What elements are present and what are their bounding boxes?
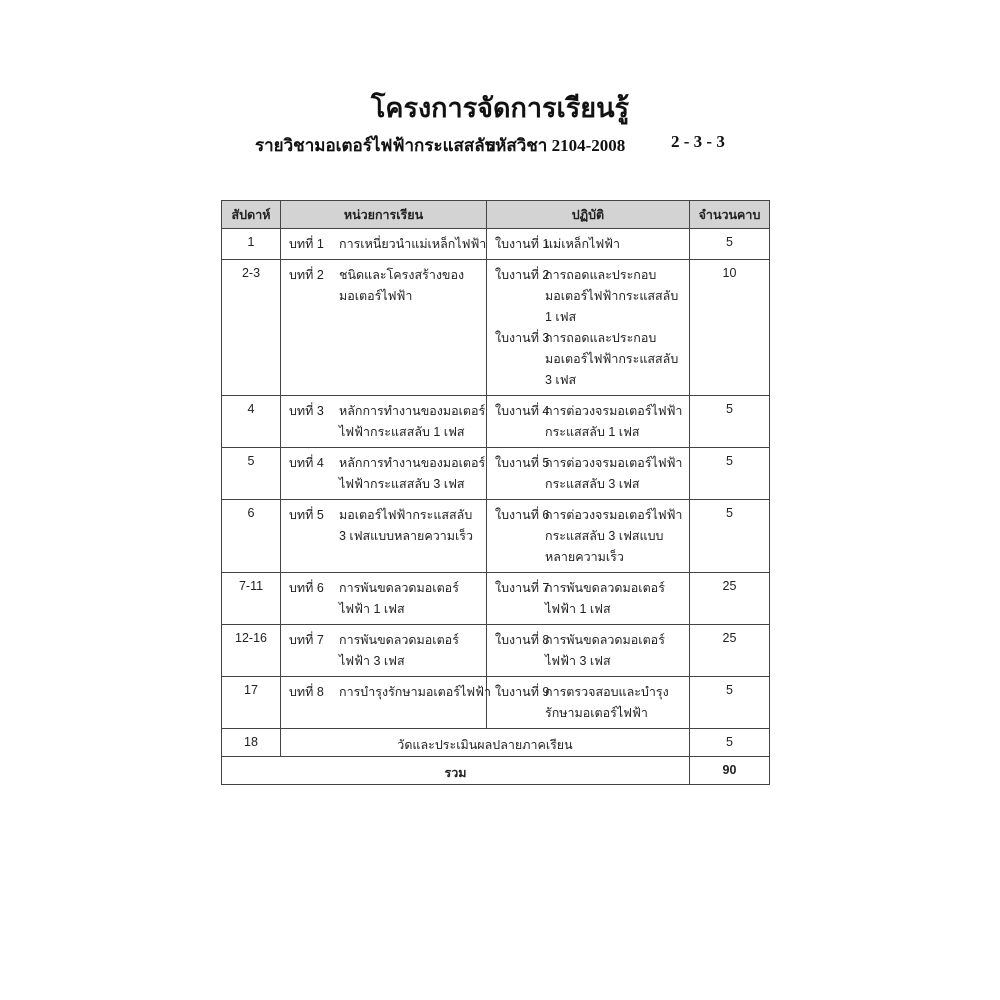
unit-line bbox=[289, 526, 478, 547]
practice-line bbox=[495, 422, 681, 443]
hours-cell: 5 bbox=[690, 729, 770, 757]
practice-text: ไฟฟ้า 3 เฟส bbox=[545, 654, 611, 668]
worksheet-label: ใบงานที่ 4 bbox=[495, 404, 550, 418]
worksheet-label bbox=[495, 370, 545, 391]
practice-cell bbox=[487, 396, 690, 448]
practice-line bbox=[495, 547, 681, 568]
week-cell: 5 bbox=[222, 448, 281, 500]
unit-text: 3 เฟสแบบหลายความเร็ว bbox=[339, 529, 473, 543]
week-cell: 12-16 bbox=[222, 625, 281, 677]
week-cell: 6 bbox=[222, 500, 281, 573]
practice-text: การต่อวงจรมอเตอร์ไฟฟ้า bbox=[545, 404, 683, 418]
week-cell: 18 bbox=[222, 729, 281, 757]
practice-line bbox=[495, 286, 681, 307]
unit-text: หลักการทำงานของมอเตอร์ bbox=[339, 404, 486, 418]
week-cell: 2-3 bbox=[222, 260, 281, 396]
unit-cell bbox=[281, 229, 487, 260]
unit-text: การบำรุงรักษามอเตอร์ไฟฟ้า bbox=[339, 685, 491, 699]
hours-cell: 5 bbox=[690, 396, 770, 448]
worksheet-label bbox=[495, 547, 545, 568]
practice-line bbox=[495, 703, 681, 724]
practice-line bbox=[495, 651, 681, 672]
total-row bbox=[222, 757, 770, 785]
worksheet-label bbox=[495, 651, 545, 672]
unit-line bbox=[289, 401, 486, 422]
table-row bbox=[222, 396, 770, 448]
subject-name: รายวิชามอเตอร์ไฟฟ้ากระแสสลับ bbox=[255, 136, 496, 155]
unit-label: บทที่ 6 bbox=[289, 581, 324, 595]
unit-cell bbox=[281, 500, 487, 573]
unit-label bbox=[289, 526, 339, 547]
header-hours: จำนวนคาบ bbox=[690, 201, 770, 229]
worksheet-label: ใบงานที่ 8 bbox=[495, 633, 550, 647]
page-title: โครงการจัดการเรียนรู้ bbox=[370, 93, 630, 123]
practice-cell bbox=[487, 260, 690, 396]
unit-label bbox=[289, 599, 339, 620]
unit-text: ไฟฟ้ากระแสสลับ 3 เฟส bbox=[339, 477, 465, 491]
worksheet-label: ใบงานที่ 1 bbox=[495, 237, 550, 251]
practice-cell bbox=[487, 625, 690, 677]
unit-label bbox=[289, 286, 339, 307]
unit-line bbox=[289, 578, 478, 599]
unit-text: หลักการทำงานของมอเตอร์ bbox=[339, 456, 486, 470]
unit-cell bbox=[281, 448, 487, 500]
unit-line bbox=[289, 682, 491, 703]
unit-cell bbox=[281, 677, 491, 729]
total-hours: 90 bbox=[690, 757, 770, 785]
unit-label: บทที่ 5 bbox=[289, 508, 324, 522]
unit-line bbox=[289, 265, 478, 286]
unit-line bbox=[289, 474, 478, 495]
practice-line bbox=[495, 526, 681, 547]
unit-label: บทที่ 4 bbox=[289, 456, 324, 470]
hours-cell: 5 bbox=[690, 677, 770, 729]
unit-label bbox=[289, 474, 339, 495]
practice-cell bbox=[487, 448, 690, 500]
practice-text: การตรวจสอบและบำรุง bbox=[545, 685, 669, 699]
total-label: รวม bbox=[222, 757, 690, 785]
practice-line bbox=[495, 349, 681, 370]
worksheet-label: ใบงานที่ 7 bbox=[495, 581, 550, 595]
practice-line bbox=[495, 370, 681, 391]
unit-label: บทที่ 1 bbox=[289, 237, 324, 251]
week-cell: 17 bbox=[222, 677, 281, 729]
unit-text: มอเตอร์ไฟฟ้ากระแสสลับ bbox=[339, 508, 473, 522]
practice-text: การต่อวงจรมอเตอร์ไฟฟ้า bbox=[545, 456, 683, 470]
unit-line bbox=[289, 422, 478, 443]
worksheet-label: ใบงานที่ 9 bbox=[495, 685, 550, 699]
worksheet-label: ใบงานที่ 3 bbox=[495, 331, 550, 345]
unit-line bbox=[289, 234, 487, 255]
unit-label: บทที่ 7 bbox=[289, 633, 324, 647]
hours-cell: 10 bbox=[690, 260, 770, 396]
learning-plan-table bbox=[221, 200, 770, 785]
practice-text: กระแสสลับ 1 เฟส bbox=[545, 425, 640, 439]
unit-cell bbox=[281, 260, 487, 396]
worksheet-label: ใบงานที่ 5 bbox=[495, 456, 550, 470]
practice-text: การพันขดลวดมอเตอร์ bbox=[545, 581, 665, 595]
unit-text: การเหนี่ยวนำแม่เหล็กไฟฟ้า bbox=[339, 237, 487, 251]
practice-text: 1 เฟส bbox=[545, 310, 577, 324]
worksheet-label bbox=[495, 703, 545, 724]
unit-cell bbox=[281, 396, 487, 448]
worksheet-label bbox=[495, 307, 545, 328]
practice-line bbox=[495, 401, 681, 422]
unit-cell bbox=[281, 625, 487, 677]
unit-cell bbox=[281, 573, 487, 625]
unit-label: บทที่ 3 bbox=[289, 404, 324, 418]
week-cell: 4 bbox=[222, 396, 281, 448]
unit-text: ไฟฟ้ากระแสสลับ 1 เฟส bbox=[339, 425, 465, 439]
unit-line bbox=[289, 286, 478, 307]
practice-cell bbox=[487, 677, 690, 729]
unit-line bbox=[289, 630, 478, 651]
unit-text: การพันขดลวดมอเตอร์ bbox=[339, 633, 459, 647]
unit-text: การพันขดลวดมอเตอร์ bbox=[339, 581, 459, 595]
unit-label bbox=[289, 651, 339, 672]
practice-text: หลายความเร็ว bbox=[545, 550, 624, 564]
hours-cell: 25 bbox=[690, 573, 770, 625]
unit-label bbox=[289, 422, 339, 443]
week-cell: 1 bbox=[222, 229, 281, 260]
practice-line bbox=[495, 505, 681, 526]
practice-text: มอเตอร์ไฟฟ้ากระแสสลับ bbox=[545, 352, 679, 366]
table-row bbox=[222, 260, 770, 396]
hours-cell: 5 bbox=[690, 229, 770, 260]
practice-text: กระแสสลับ 3 เฟสแบบ bbox=[545, 529, 664, 543]
worksheet-label bbox=[495, 286, 545, 307]
practice-line bbox=[495, 234, 681, 255]
practice-line bbox=[495, 578, 681, 599]
subject-code: รหัสวิชา 2104-2008 bbox=[486, 136, 626, 155]
practice-line bbox=[495, 307, 681, 328]
practice-cell bbox=[487, 229, 690, 260]
header-unit: หน่วยการเรียน bbox=[281, 201, 487, 229]
practice-cell bbox=[487, 500, 690, 573]
practice-text: ไฟฟ้า 1 เฟส bbox=[545, 602, 611, 616]
unit-text: ไฟฟ้า 1 เฟส bbox=[339, 602, 405, 616]
worksheet-label bbox=[495, 599, 545, 620]
practice-line bbox=[495, 474, 681, 495]
practice-text: 3 เฟส bbox=[545, 373, 577, 387]
table-row bbox=[222, 448, 770, 500]
unit-text: ไฟฟ้า 3 เฟส bbox=[339, 654, 405, 668]
practice-line bbox=[495, 599, 681, 620]
worksheet-label bbox=[495, 349, 545, 370]
table-row bbox=[222, 500, 770, 573]
worksheet-label bbox=[495, 474, 545, 495]
practice-line bbox=[495, 453, 681, 474]
practice-text: กระแสสลับ 3 เฟส bbox=[545, 477, 640, 491]
practice-text: มอเตอร์ไฟฟ้ากระแสสลับ bbox=[545, 289, 679, 303]
table-body bbox=[222, 229, 770, 785]
unit-label: บทที่ 2 bbox=[289, 268, 324, 282]
worksheet-label bbox=[495, 526, 545, 547]
table-row bbox=[222, 677, 770, 729]
practice-cell bbox=[487, 573, 690, 625]
unit-line bbox=[289, 453, 486, 474]
worksheet-label: ใบงานที่ 6 bbox=[495, 508, 550, 522]
hours-cell: 5 bbox=[690, 500, 770, 573]
unit-text: มอเตอร์ไฟฟ้า bbox=[339, 289, 413, 303]
week-cell: 7-11 bbox=[222, 573, 281, 625]
practice-text: รักษามอเตอร์ไฟฟ้า bbox=[545, 706, 648, 720]
worksheet-label bbox=[495, 422, 545, 443]
table-row bbox=[222, 625, 770, 677]
header-week: สัปดาห์ bbox=[222, 201, 281, 229]
practice-text: แม่เหล็กไฟฟ้า bbox=[545, 237, 621, 251]
practice-line bbox=[495, 265, 681, 286]
unit-line bbox=[289, 599, 478, 620]
credit-hours: 2 - 3 - 3 bbox=[671, 132, 725, 151]
practice-line bbox=[495, 682, 681, 703]
unit-text: ชนิดและโครงสร้างของ bbox=[339, 268, 465, 282]
practice-text: การถอดและประกอบ bbox=[545, 268, 657, 282]
evaluation-cell: วัดและประเมินผลปลายภาคเรียน bbox=[281, 729, 690, 757]
evaluation-row bbox=[222, 729, 770, 757]
practice-line bbox=[495, 328, 681, 349]
hours-cell: 25 bbox=[690, 625, 770, 677]
table-header-row bbox=[222, 201, 770, 229]
worksheet-label: ใบงานที่ 2 bbox=[495, 268, 550, 282]
table-row bbox=[222, 229, 770, 260]
practice-line bbox=[495, 630, 681, 651]
unit-line bbox=[289, 651, 478, 672]
practice-text: การพันขดลวดมอเตอร์ bbox=[545, 633, 665, 647]
unit-line bbox=[289, 505, 478, 526]
practice-text: การถอดและประกอบ bbox=[545, 331, 657, 345]
header-practice: ปฏิบัติ bbox=[487, 201, 690, 229]
practice-text: การต่อวงจรมอเตอร์ไฟฟ้า bbox=[545, 508, 683, 522]
unit-label: บทที่ 8 bbox=[289, 685, 324, 699]
table-row bbox=[222, 573, 770, 625]
hours-cell: 5 bbox=[690, 448, 770, 500]
